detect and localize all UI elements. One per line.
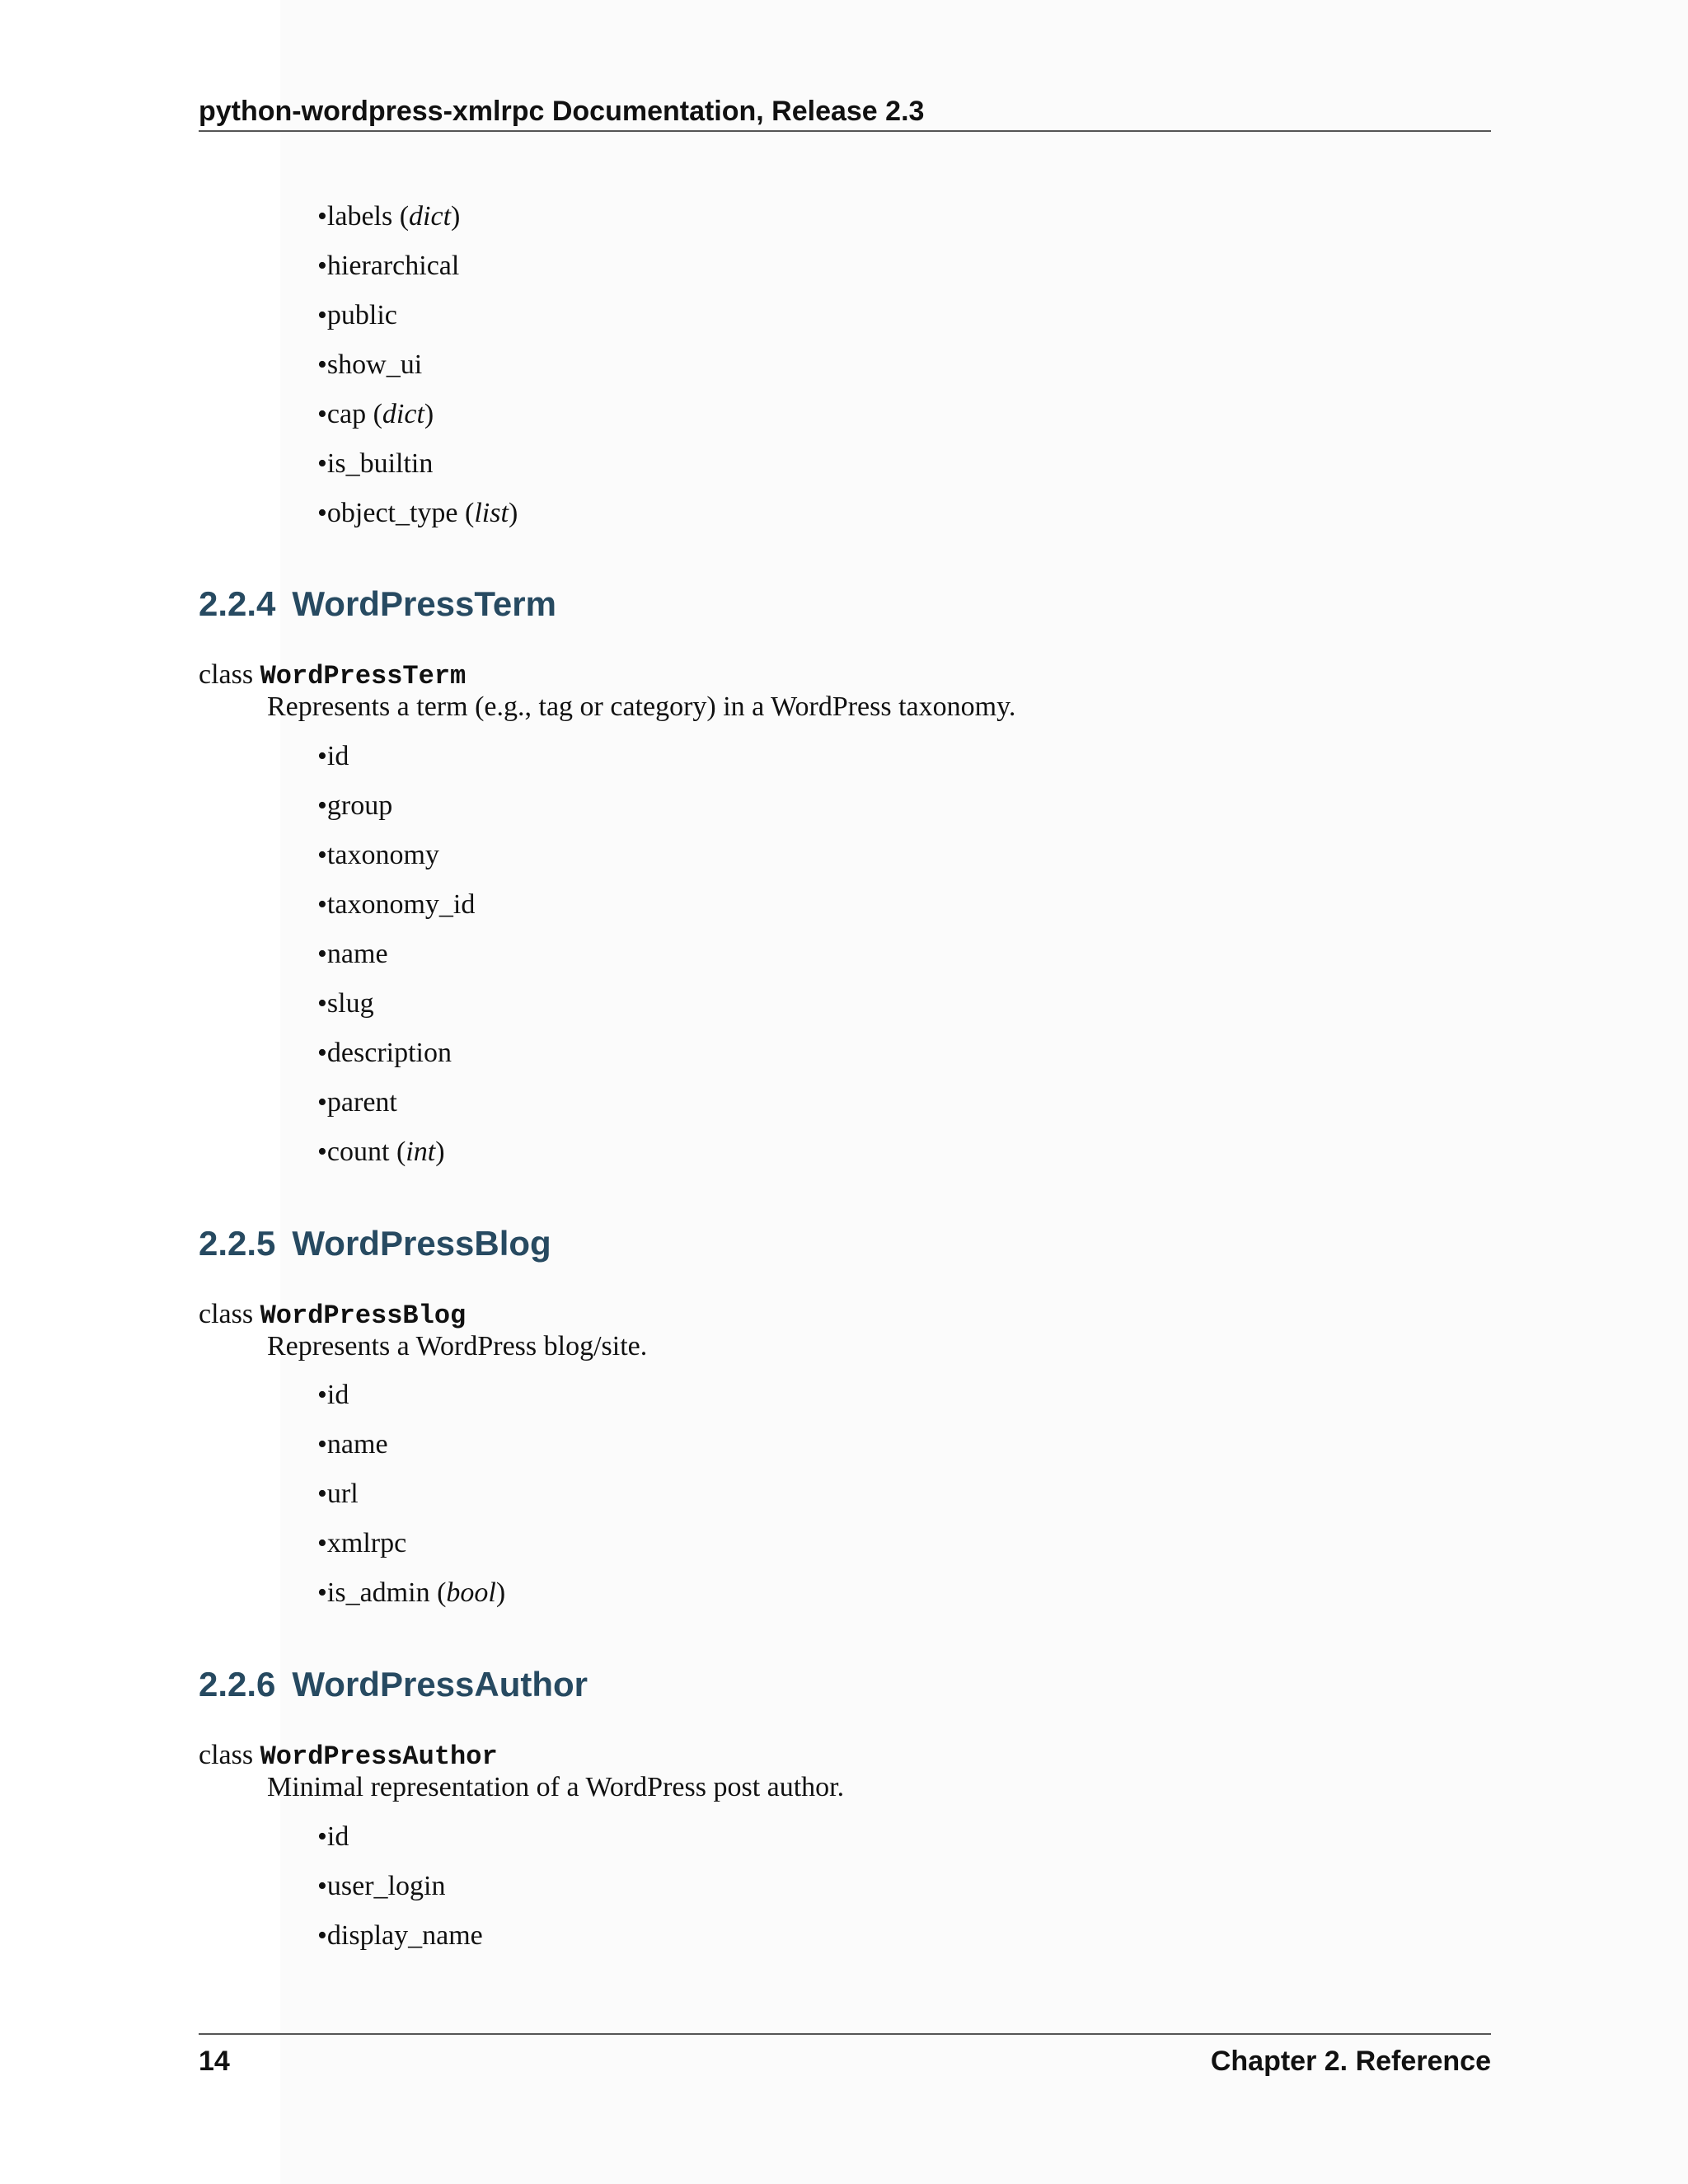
attribute-item: [317, 1420, 505, 1469]
class-name: WordPressTerm: [260, 661, 467, 691]
attribute-item: [317, 1078, 475, 1127]
attribute-name: url: [326, 1479, 359, 1509]
attribute-list-wordpressblog: [317, 1371, 505, 1618]
attribute-name: name: [326, 939, 388, 969]
running-footer: [199, 2033, 1491, 2077]
attribute-item: [317, 1862, 483, 1911]
class-description: Represents a term (e.g., tag or category) in a WordPress taxonomy.: [267, 691, 1016, 722]
page-number: 14: [199, 2046, 230, 2077]
attribute-name: id: [326, 741, 349, 771]
class-name: WordPressBlog: [260, 1301, 467, 1331]
attribute-item: [317, 979, 475, 1029]
attribute-item: [317, 1911, 483, 1961]
attribute-item: [317, 831, 475, 880]
attribute-item: • object_type (list): [317, 489, 518, 538]
attribute-name: display_name: [326, 1920, 483, 1951]
class-description: Represents a WordPress blog/site.: [267, 1331, 648, 1361]
section-number: 2.2.5: [199, 1224, 276, 1263]
attribute-item: • labels (dict): [317, 192, 518, 241]
section-title: WordPressAuthor: [292, 1665, 588, 1704]
section-heading-wordpressblog: [199, 1221, 551, 1267]
attribute-item: [317, 439, 518, 489]
attribute-name: taxonomy: [326, 840, 439, 870]
header-title: python-wordpress-xmlrpc Documentation, Release 2.3: [199, 96, 925, 127]
class-description: Minimal representation of a WordPress post author.: [267, 1772, 845, 1802]
section-number: 2.2.6: [199, 1665, 276, 1704]
attribute-name: show_ui: [326, 349, 423, 380]
attribute-name: name: [326, 1429, 388, 1460]
attribute-item: [317, 930, 475, 979]
attribute-name: cap: [326, 399, 367, 429]
attribute-item: [317, 880, 475, 930]
attribute-name: is_builtin: [326, 448, 434, 479]
attribute-type: dict: [409, 201, 452, 232]
attribute-name: hierarchical: [326, 251, 460, 281]
class-keyword: class: [199, 659, 254, 690]
attribute-name: labels: [326, 201, 393, 232]
attribute-name: description: [326, 1038, 452, 1068]
attribute-name: slug: [326, 988, 374, 1019]
attribute-item: [317, 1029, 475, 1078]
attribute-item: • is_admin (bool): [317, 1568, 505, 1618]
attribute-name: parent: [326, 1087, 397, 1118]
section-title: WordPressTerm: [292, 584, 556, 623]
attribute-type: dict: [382, 399, 424, 429]
attribute-name: id: [326, 1380, 349, 1410]
attribute-item: • count (int): [317, 1127, 475, 1177]
attribute-item: [317, 781, 475, 831]
attribute-item: [317, 1469, 505, 1519]
attribute-type: bool: [446, 1577, 496, 1608]
attribute-type: list: [474, 498, 509, 528]
class-keyword: class: [199, 1740, 254, 1770]
attribute-item: [317, 732, 475, 781]
attribute-item: [317, 1519, 505, 1568]
section-title: WordPressBlog: [292, 1224, 551, 1263]
attribute-name: group: [326, 790, 393, 821]
class-keyword: class: [199, 1299, 254, 1329]
attribute-item: [317, 340, 518, 390]
attribute-item: [317, 1371, 505, 1420]
attribute-item: [317, 1812, 483, 1862]
attribute-item: [317, 291, 518, 340]
class-name: WordPressAuthor: [260, 1741, 498, 1772]
attribute-name: id: [326, 1821, 349, 1852]
attribute-list-wordpressauthor: [317, 1812, 483, 1961]
attribute-name: count: [326, 1137, 390, 1167]
running-header: [199, 93, 1491, 132]
section-heading-wordpressterm: [199, 581, 556, 627]
attribute-item: [317, 241, 518, 291]
attribute-list-wordpressterm: [317, 732, 475, 1177]
section-heading-wordpressauthor: [199, 1661, 588, 1708]
attribute-type: int: [406, 1137, 436, 1167]
attribute-name: public: [326, 300, 397, 330]
section-number: 2.2.4: [199, 584, 276, 623]
attribute-name: is_admin: [326, 1577, 430, 1608]
attribute-list-previous: [317, 192, 518, 538]
attribute-name: user_login: [326, 1871, 446, 1901]
attribute-item: • cap (dict): [317, 390, 518, 439]
chapter-title: Chapter 2. Reference: [1210, 2046, 1491, 2077]
attribute-name: xmlrpc: [326, 1528, 407, 1558]
attribute-name: taxonomy_id: [326, 889, 476, 920]
attribute-name: object_type: [326, 498, 458, 528]
